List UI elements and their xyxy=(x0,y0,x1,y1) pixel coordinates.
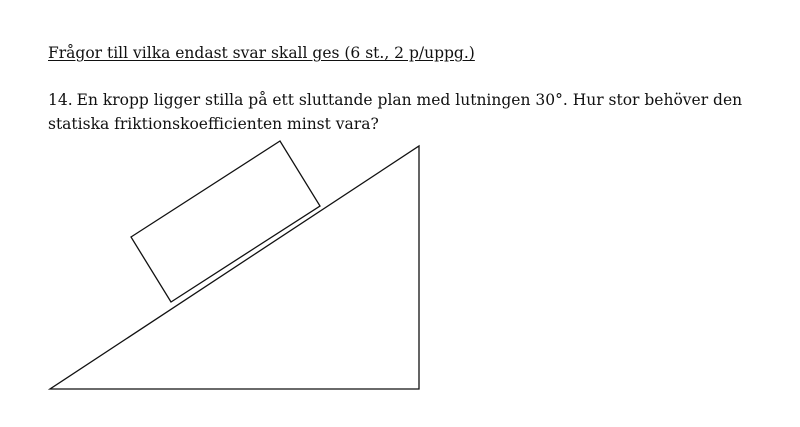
block-on-incline xyxy=(131,141,320,302)
question-number: 14. xyxy=(48,91,73,109)
question-text: En kropp ligger stilla på ett sluttande plan med lutningen 30°. Hur stor behöver den statiska friktionskoefficienten minst vara? xyxy=(48,91,743,133)
inclined-plane xyxy=(50,146,419,389)
section-heading: Frågor till vilka endast svar skall ges (6 st., 2 p/uppg.) xyxy=(48,44,475,62)
